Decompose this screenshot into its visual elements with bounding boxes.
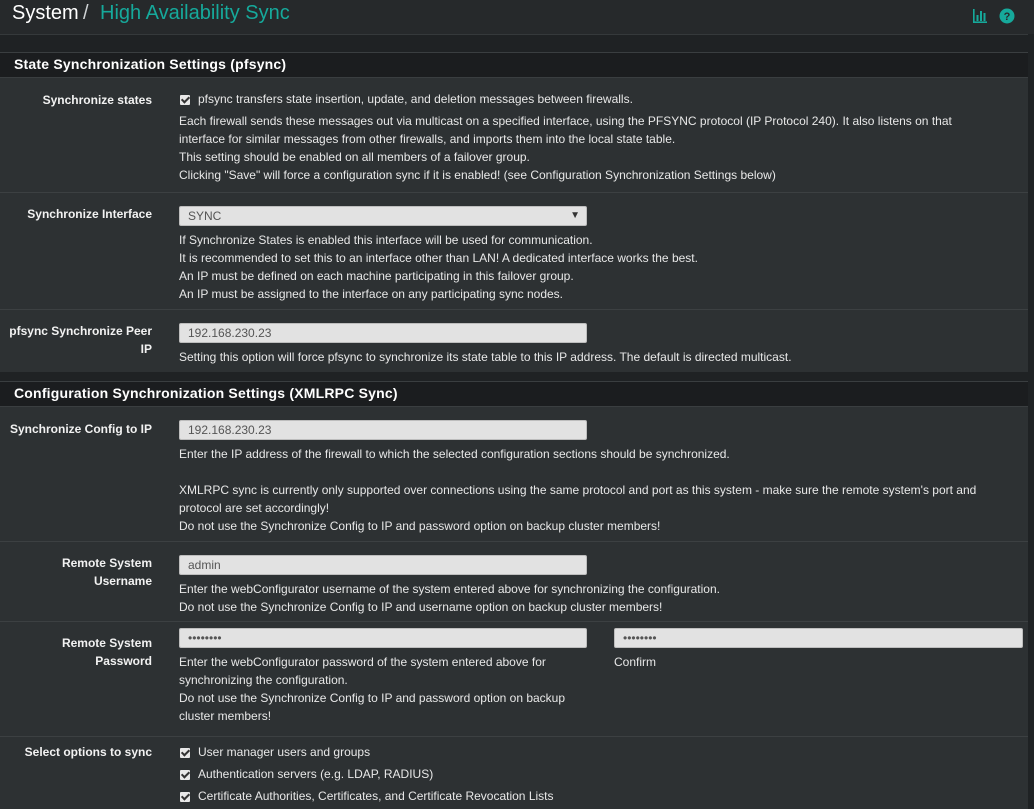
sync-interface-select[interactable]	[179, 206, 587, 226]
state-sync-heading-bar	[0, 52, 1028, 78]
peer-ip-row	[0, 310, 1028, 372]
sync-interface-help-3: An IP must be defined on each machine participating in this failover group.	[179, 269, 574, 283]
username-row	[0, 542, 1028, 622]
state-sync-heading: State Synchronization Settings (pfsync)	[14, 56, 287, 72]
sync-states-row	[0, 78, 1028, 193]
options-label: Select options to sync	[24, 745, 152, 759]
page-title: High Availability Sync	[100, 2, 290, 24]
peer-ip-help: Setting this option will force pfsync to synchronize its state table to this IP address. The default is directed multicast.	[179, 350, 792, 364]
config-sync-heading-bar	[0, 381, 1028, 407]
password-confirm-input[interactable]: ••••••••	[614, 628, 1023, 648]
password-help-1: Enter the webConfigurator password of the system entered above for	[179, 655, 546, 669]
sync-ip-help-1: Enter the IP address of the firewall to which the selected configuration sections should be synchronized.	[179, 447, 730, 461]
top-bar	[0, 0, 1034, 35]
password-label-2: Password	[95, 654, 152, 668]
sync-interface-label: Synchronize Interface	[27, 207, 152, 221]
password-input[interactable]: ••••••••	[179, 628, 587, 648]
sync-ip-row	[0, 407, 1028, 542]
option-checkbox-users[interactable]	[180, 748, 190, 758]
bar-chart-icon[interactable]	[972, 8, 988, 24]
sync-ip-help-4: Do not use the Synchronize Config to IP and password option on backup cluster members!	[179, 519, 661, 533]
option-checkbox-certificates[interactable]	[180, 792, 190, 802]
sync-states-label: Synchronize states	[42, 93, 152, 107]
password-confirm-label: Confirm	[614, 655, 657, 669]
sync-ip-help-2: XMLRPC sync is currently only supported over connections using the same protocol and port as this system - make sure the remote system's port and	[179, 483, 977, 497]
breadcrumb-system[interactable]: System	[12, 2, 79, 24]
sync-states-help-1: Each firewall sends these messages out via multicast on a specified interface, using the PFSYNC protocol (IP Protocol 240). It also listens on that	[179, 114, 952, 128]
state-sync-panel	[0, 52, 1028, 372]
password-label-1: Remote System	[61, 636, 152, 650]
sync-states-checkbox-text: pfsync transfers state insertion, update, and deletion messages between firewalls.	[198, 92, 633, 106]
breadcrumb-separator: /	[83, 2, 89, 24]
peer-ip-input[interactable]: 192.168.230.23	[179, 323, 587, 343]
sync-interface-value: SYNC	[188, 209, 222, 223]
password-row	[0, 622, 1028, 737]
svg-text:?: ?	[1003, 11, 1011, 23]
username-help-2: Do not use the Synchronize Config to IP and username option on backup cluster members!	[179, 600, 663, 614]
option-label-certificates: Certificate Authorities, Certificates, and Certificate Revocation Lists	[198, 789, 554, 803]
username-label-1: Remote System	[61, 556, 152, 570]
option-label-users: User manager users and groups	[198, 745, 371, 759]
sync-interface-help-1: If Synchronize States is enabled this interface will be used for communication.	[179, 233, 593, 247]
option-checkbox-auth-servers[interactable]	[180, 770, 190, 780]
option-label-auth-servers: Authentication servers (e.g. LDAP, RADIUS)	[198, 767, 434, 781]
peer-ip-label-1: pfsync Synchronize Peer	[9, 324, 152, 338]
options-row	[0, 737, 1028, 809]
peer-ip-label-2: IP	[140, 342, 152, 356]
config-sync-panel	[0, 381, 1028, 809]
sync-ip-label: Synchronize Config to IP	[9, 422, 152, 436]
sync-interface-help-4: An IP must be assigned to the interface on any participating sync nodes.	[179, 287, 564, 301]
sync-ip-help-3: protocol are set accordingly!	[179, 501, 330, 515]
chevron-down-icon: ▼	[570, 210, 580, 221]
password-help-3: Do not use the Synchronize Config to IP and password option on backup	[179, 691, 566, 705]
sync-states-help-2: interface for similar messages from other firewalls, and imports them into the local state table.	[179, 132, 676, 146]
sync-ip-input[interactable]: 192.168.230.23	[179, 420, 587, 440]
username-help-1: Enter the webConfigurator username of the system entered above for synchronizing the configuration.	[179, 582, 720, 596]
sync-interface-row	[0, 193, 1028, 310]
sync-states-checkbox[interactable]	[180, 95, 190, 105]
scrollbar-track[interactable]	[1028, 34, 1034, 809]
sync-interface-help-2: It is recommended to set this to an interface other than LAN! A dedicated interface works the best.	[179, 251, 698, 265]
password-help-2: synchronizing the configuration.	[179, 673, 348, 687]
sync-states-help-3: This setting should be enabled on all members of a failover group.	[179, 150, 530, 164]
password-help-4: cluster members!	[179, 709, 272, 723]
sync-states-help-4: Clicking "Save" will force a configuration sync if it is enabled! (see Configuration Synchronization Settings below)	[179, 168, 776, 182]
config-sync-heading: Configuration Synchronization Settings (XMLRPC Sync)	[14, 385, 398, 401]
username-label-2: Username	[93, 574, 152, 588]
help-icon[interactable]	[999, 8, 1015, 24]
username-input[interactable]: admin	[179, 555, 587, 575]
